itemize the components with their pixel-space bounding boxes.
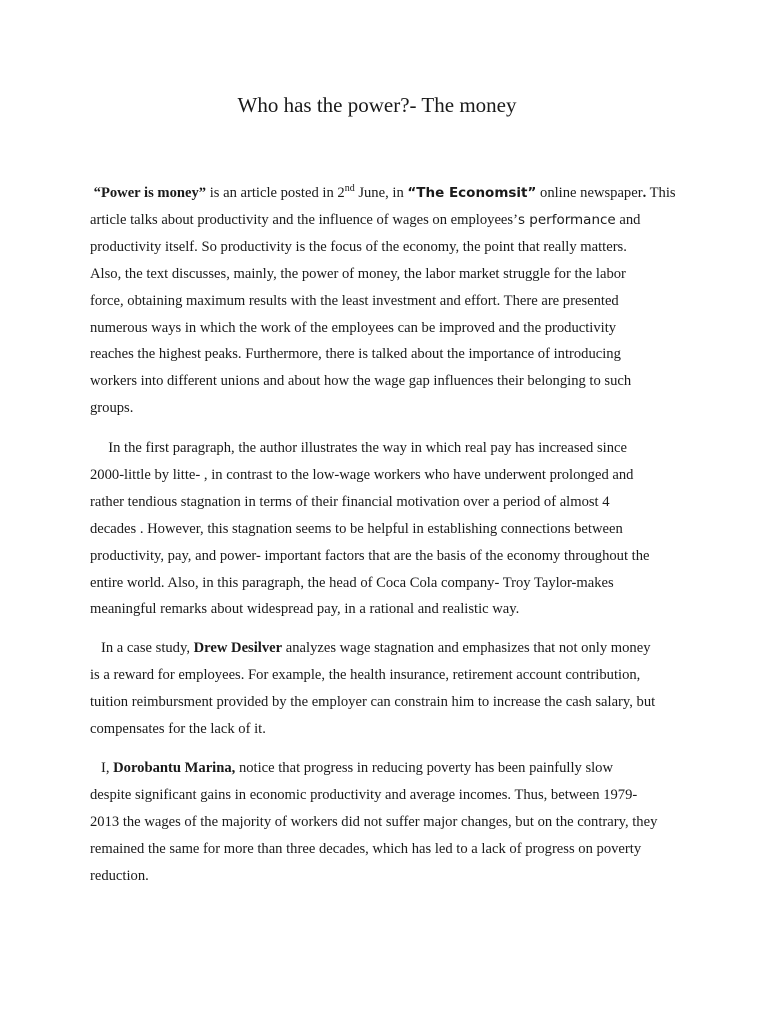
text-line: is a reward for employees. For example, the health insurance, retirement account contribution,: [90, 666, 641, 683]
paragraph-conclusion: [90, 755, 690, 890]
paragraph-case-study: [90, 635, 690, 743]
text-line: In the first paragraph, the author illustrates the way in which real pay has increased since: [108, 440, 627, 456]
text-line: numerous ways in which the work of the employees can be improved and the productivity: [90, 319, 617, 336]
text-line: tuition reimbursment provided by the employer can constrain him to increase the cash salary, but: [90, 693, 656, 710]
text-line: entire world. Also, in this paragraph, the head of Coca Cola company- Troy Taylor-makes: [90, 574, 614, 591]
text-line: 2000-little by litte- , in contrast to the low-wage workers who have underwent prolonged and: [90, 466, 634, 483]
text-line: decades . However, this stagnation seems to be helpful in establishing connections between: [90, 520, 623, 537]
paragraph-intro: [90, 180, 690, 422]
article-name: “Power is money”: [93, 185, 207, 201]
text-line: In a case study, Drew Desilver analyzes wage stagnation and emphasizes that not only money: [100, 640, 651, 656]
text-line: reaches the highest peaks. Furthermore, there is talked about the importance of introducing: [90, 346, 621, 363]
author-name: Drew Desilver: [193, 640, 283, 656]
text-line: productivity itself. So productivity is the focus of the economy, the point that really matters.: [90, 238, 627, 255]
text-line: remained the same for more than three decades, which has led to a lack of progress on poverty: [90, 840, 642, 857]
text-line: reduction.: [90, 867, 149, 884]
text-line: productivity, pay, and power- important factors that are the basis of the economy throughout the: [90, 547, 650, 564]
text-line: workers into different unions and about how the wage gap influences their belonging to such: [90, 373, 632, 390]
text-line: force, obtaining maximum results with the least investment and effort. There are presented: [90, 292, 619, 309]
text-line: “Power is money” is an article posted in 2nd June, in “The Economsit” online newspaper. This: [93, 183, 676, 201]
text-line: meaningful remarks about widespread pay, in a rational and realistic way.: [90, 601, 520, 618]
text-line: despite significant gains in economic productivity and average incomes. Thus, between 1979-: [90, 786, 638, 803]
writer-name: Dorobantu Marina,: [113, 760, 236, 776]
text-line: Also, the text discusses, mainly, the power of money, the labor market struggle for the labor: [90, 265, 626, 282]
text-line: compensates for the lack of it.: [90, 720, 266, 737]
newspaper-name: “The Economsit”: [407, 185, 537, 201]
text-line: article talks about productivity and the influence of wages on employees’s performance and: [90, 211, 641, 228]
text-line: 2013 the wages of the majority of workers did not suffer major changes, but on the contrary, they: [90, 813, 658, 830]
text-line: groups.: [90, 400, 134, 417]
text-line: I, Dorobantu Marina, notice that progress in reducing poverty has been painfully slow: [100, 760, 614, 776]
paragraph-first-analysis: [90, 435, 690, 623]
document-title: Who has the power?- The money: [237, 93, 517, 117]
text-line: rather tendious stagnation in terms of their financial motivation over a period of almost 4: [90, 493, 610, 510]
